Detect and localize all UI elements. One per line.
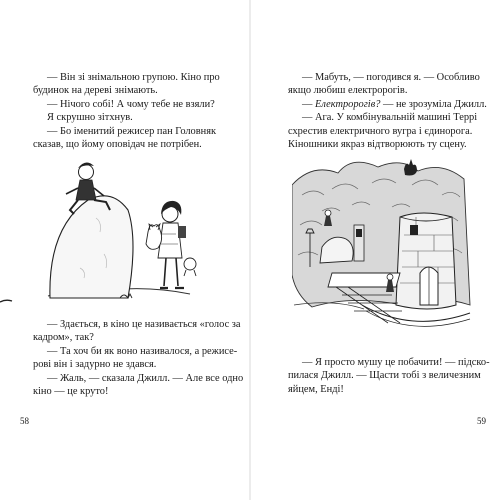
text-line: — Ага. У комбінувальній машині Террі bbox=[302, 112, 478, 124]
text-line: якщо любиш електророгів. bbox=[288, 85, 408, 97]
text-line: — Я просто мушу це побачити! — підско- bbox=[302, 357, 490, 368]
text-line: Кіношники якраз відтворюють ту сцену. bbox=[288, 139, 467, 151]
right-top-text bbox=[288, 71, 487, 151]
text-line: — Та хоч би як воно називалося, а режисе- bbox=[47, 345, 238, 357]
illustration-egg-kids bbox=[0, 158, 245, 308]
text-line: — Здається, в кіно це називається «голос за bbox=[47, 319, 241, 330]
text-line: сказав, що йому оповідач не потрібен. bbox=[33, 139, 202, 151]
left-bottom-text bbox=[33, 318, 243, 398]
text-line: — Мабуть, — погодився я. — Особливо bbox=[302, 72, 480, 83]
text-line: — Жаль, — сказала Джилл. — Але все одно bbox=[47, 372, 244, 384]
text-line: будинок на дереві знімають. bbox=[33, 85, 158, 97]
right-page bbox=[255, 0, 500, 500]
text-span: — не зрозуміла Джилл. bbox=[380, 98, 487, 110]
text-line: — Електророгів? — не зрозуміла Джилл. bbox=[302, 98, 487, 110]
text-line: Я скрушно зітхнув. bbox=[47, 112, 133, 124]
text-line: кадром», так? bbox=[33, 332, 94, 344]
text-line: — Бо іменитий режисер пан Головняк bbox=[47, 125, 217, 137]
page-number: 59 bbox=[477, 416, 486, 426]
text-line: — Нічого собі! А чому тебе не взяли? bbox=[47, 98, 215, 110]
left-page bbox=[0, 0, 245, 500]
illustration-treehouse bbox=[292, 155, 472, 335]
page-number: 58 bbox=[20, 416, 29, 426]
book-gutter bbox=[249, 0, 251, 500]
italic-word: Електророгів? bbox=[315, 98, 381, 110]
text-line: рові він і задурно не здався. bbox=[33, 359, 157, 371]
text-line: — Він зі знімальною групою. Кіно про bbox=[47, 72, 220, 83]
text-line: пилася Джилл. — Щасти тобі з величезним bbox=[288, 370, 481, 382]
right-bottom-text bbox=[288, 356, 490, 396]
text-line: кіно — це круто! bbox=[33, 386, 109, 398]
text-line: схрестив електричного вугра і єдинорога. bbox=[288, 125, 473, 137]
text-line: яйцем, Енді! bbox=[288, 383, 344, 395]
left-top-text bbox=[33, 71, 220, 151]
